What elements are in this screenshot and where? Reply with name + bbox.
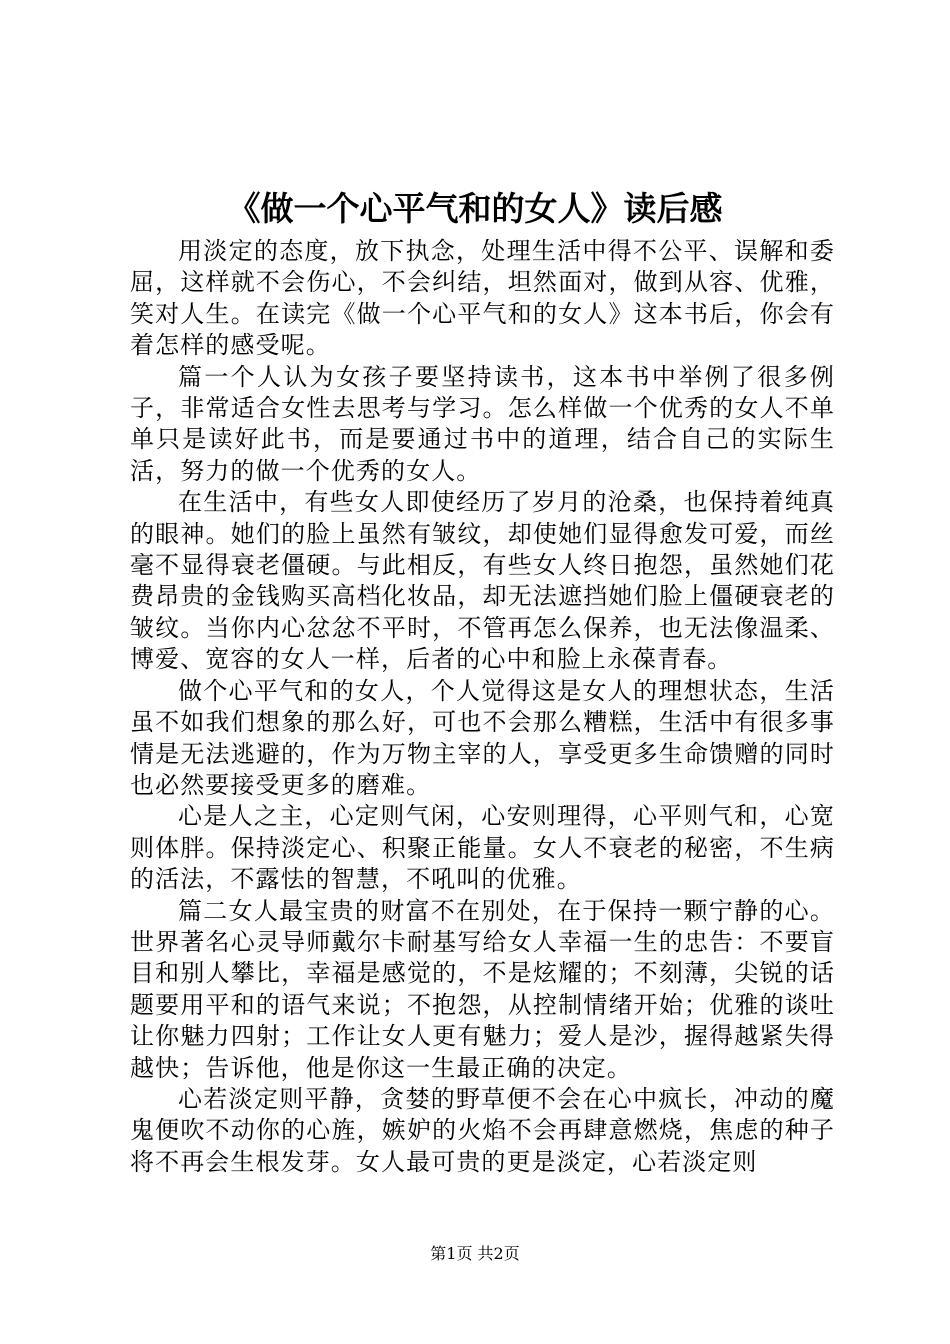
paragraph-2: 篇一个人认为女孩子要坚持读书，这本书中举例了很多例子，非常适合女性去思考与学习。怎么样做一个优秀的女人不单单只是读好此书，而是要通过书中的道理，结合自己的实际生活，努力的做一个优秀的女人。: [130, 362, 835, 485]
paragraph-5: 心是人之主，心定则气闲，心安则理得，心平则气和，心宽则体胖。保持淡定心、积聚正能量。女人不衰老的秘密，不生病的活法，不露怯的智慧，不吼叫的优雅。: [130, 802, 835, 894]
paragraph-3: 在生活中，有些女人即使经历了岁月的沧桑，也保持着纯真的眼神。她们的脸上虽然有皱纹，却使她们显得愈发可爱，而丝毫不显得衰老僵硬。与此相反，有些女人终日抱怨，虽然她们花费昂贵的金钱购买高档化妆品，却无法遮挡她们脸上僵硬衰老的皱纹。当你内心忿忿不平时，不管再怎么保养，也无法像温柔、博爱、宽容的女人一样，后者的心中和脸上永葆青春。: [130, 488, 835, 674]
paragraph-6: 篇二女人最宝贵的财富不在别处，在于保持一颗宁静的心。世界著名心灵导师戴尔卡耐基写给女人幸福一生的忠告：不要盲目和别人攀比，幸福是感觉的，不是炫耀的；不刻薄，尖锐的话题要用平和的语气来说；不抱怨，从控制情绪开始；优雅的谈吐让你魅力四射；工作让女人更有魅力；爱人是沙，握得越紧失得越快；告诉他，他是你这一生最正确的决定。: [130, 896, 835, 1082]
paragraph-7: 心若淡定则平静，贪婪的野草便不会在心中疯长，冲动的魔鬼便吹不动你的心旌，嫉妒的火焰不会再肆意燃烧，焦虑的种子将不再会生根发芽。女人最可贵的更是淡定，心若淡定则: [130, 1084, 835, 1176]
paragraph-1: 用淡定的态度，放下执念，处理生活中得不公平、误解和委屈，这样就不会伤心，不会纠结，坦然面对，做到从容、优雅，笑对人生。在读完《做一个心平气和的女人》这本书后，你会有着怎样的感受呢。: [130, 237, 835, 360]
page-footer: 第1页 共2页: [430, 1244, 520, 1263]
document-body: [130, 236, 835, 1178]
paragraph-4: 做个心平气和的女人，个人觉得这是女人的理想状态，生活虽不如我们想象的那么好，可也不会那么糟糕，生活中有很多事情是无法逃避的，作为万物主宰的人，享受更多生命馈赠的同时也必然要接受更多的磨难。: [130, 676, 835, 799]
document-title: 《做一个心平气和的女人》读后感: [227, 189, 723, 228]
